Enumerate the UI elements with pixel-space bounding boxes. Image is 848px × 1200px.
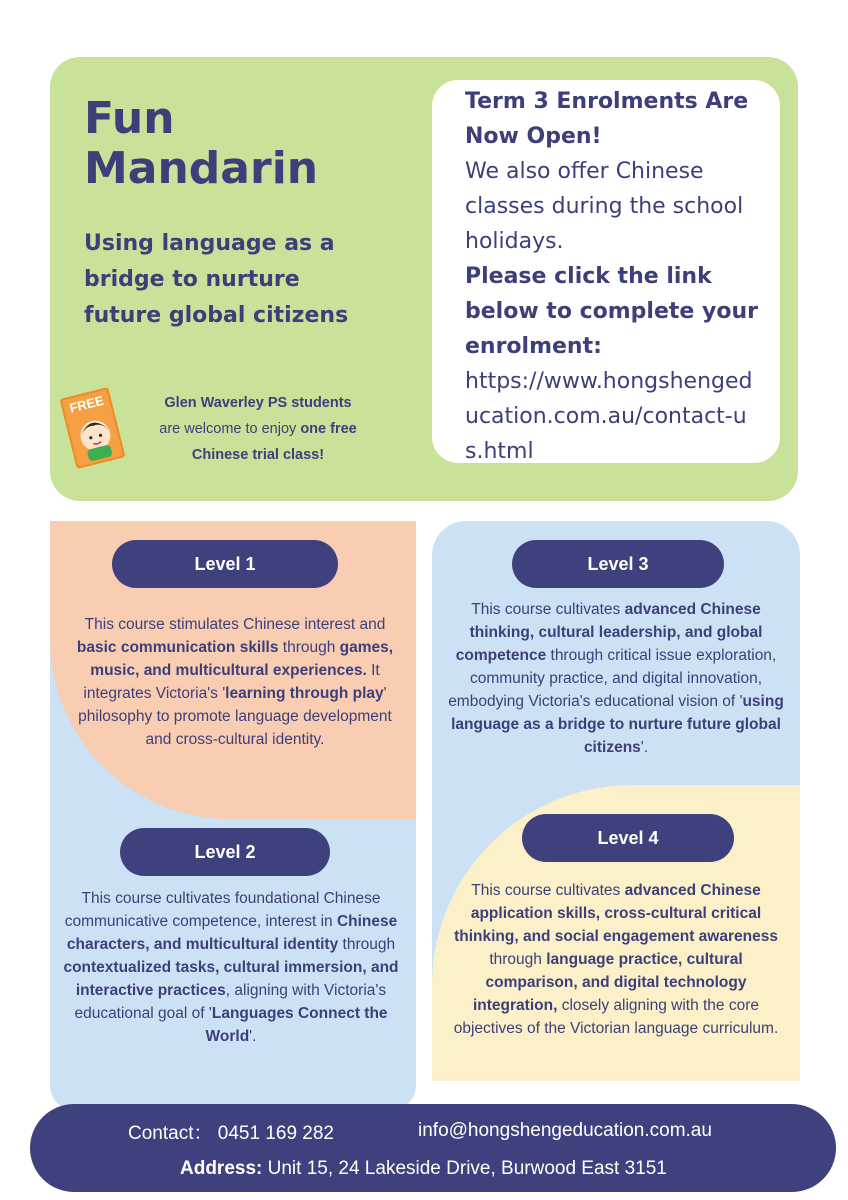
level-4-description (444, 879, 788, 1040)
level-1-bold-2: games, music, and multicultural experiences. (90, 639, 394, 679)
level-1-badge: Level 1 (112, 540, 338, 588)
level-2-bold-2: contextualized tasks, cultural immersion, and interactive practices (63, 959, 399, 999)
enrolment-heading: Term 3 Enrolments Are Now Open! (465, 89, 749, 149)
level-1-text-1: This course stimulates Chinese interest and (84, 616, 386, 633)
phone-number[interactable]: 0451 169 282 (217, 1123, 334, 1144)
level-2-text-1: This course cultivates foundational Chinese communicative competence, interest in (64, 890, 381, 930)
enrolment-cta: Please click the link below to complete your enrolment: (465, 264, 758, 359)
level-4-bold-1: advanced Chinese application skills, cross-cultural critical thinking, and social engagement awareness (454, 882, 778, 945)
level-3-text-2: through critical issue exploration, community practice, and digital innovation, embodying Victoria's educational vision of ' (448, 647, 777, 710)
page-title (84, 94, 384, 194)
address-label: Address: (180, 1158, 263, 1179)
book-free-label: FREE (67, 392, 106, 416)
level-3-bold-2: using language as a bridge to nurture future global citizens (451, 693, 784, 756)
free-book-illustration (58, 384, 128, 476)
level-4-badge: Level 4 (522, 814, 734, 862)
level-4-bold-2: language practice, cultural comparison, and digital technology integration, (473, 951, 747, 1014)
level-1-description (70, 613, 400, 751)
tagline: Using language as a bridge to nurture future global citizens (84, 231, 349, 328)
level-1-bold-1: basic communication skills (76, 639, 279, 656)
level-3-text-3: '. (640, 739, 649, 756)
level-2-text-3: , aligning with Victoria's educational goal of ' (74, 982, 387, 1022)
promo-class: Chinese trial class! (191, 447, 325, 463)
address-text: Unit 15, 24 Lakeside Drive, Burwood East 3151 (262, 1158, 667, 1179)
holiday-classes-text: We also offer Chinese classes during the school holidays. (465, 159, 744, 254)
contact-label: Contact： (128, 1123, 213, 1144)
level-2-badge: Level 2 (120, 828, 330, 876)
level-3-description (442, 598, 790, 759)
enrolment-info (465, 84, 765, 469)
level-2-bold-1: Chinese characters, and multicultural identity (66, 913, 398, 953)
level-4-text-2: through (489, 951, 547, 968)
level-3-badge: Level 3 (512, 540, 724, 588)
title-line-2: Mandarin (84, 143, 319, 194)
promo-text: are welcome to enjoy (159, 421, 301, 437)
contact-phone (128, 1118, 334, 1145)
level-1-text-2: through (278, 639, 340, 656)
level-1-bold-3: learning through play (225, 685, 384, 702)
level-3-bold-1: advanced Chinese thinking, cultural leadership, and global competence (455, 601, 763, 664)
level-2-description (62, 887, 400, 1048)
enrolment-link[interactable]: https://www.hongshengeducation.com.au/contact-us.html (465, 369, 753, 464)
promo-school: Glen Waverley PS students (164, 395, 352, 411)
level-2-text-4: '. (249, 1028, 257, 1045)
level-4-text-3: closely aligning with the core objectives of the Victorian language curriculum. (453, 997, 779, 1037)
level-1-text-4: ' philosophy to promote language development and cross-cultural identity. (78, 685, 392, 748)
address (180, 1158, 667, 1180)
contact-email[interactable]: info@hongshengeducation.com.au (418, 1120, 712, 1141)
title-line-1: Fun (84, 93, 175, 144)
level-2-text-2: through (338, 936, 396, 953)
trial-class-promo (140, 390, 376, 468)
promo-free: one free (300, 421, 357, 437)
level-2-bold-3: Languages Connect the World (205, 1005, 388, 1045)
level-4-text-1: This course cultivates (471, 882, 625, 899)
level-3-text-1: This course cultivates (471, 601, 625, 618)
level-1-text-3: It integrates Victoria's ' (83, 662, 380, 702)
